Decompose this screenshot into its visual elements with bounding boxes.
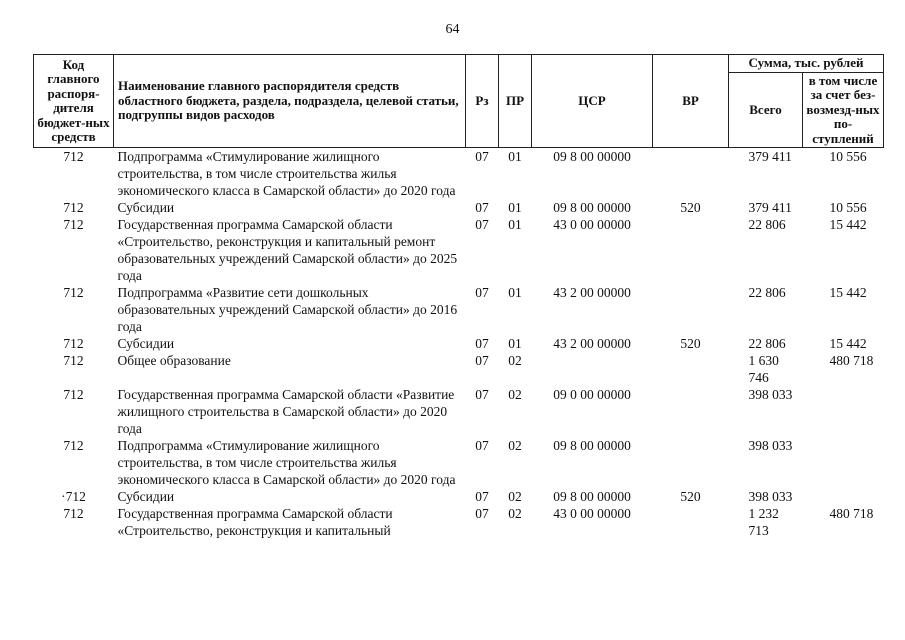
cell-pr: 01: [508, 285, 522, 300]
cell-incl: 15 442: [829, 336, 867, 351]
cell-csr: 09 8 00 00000: [553, 489, 631, 504]
cell-code: ·712: [61, 489, 86, 504]
cell-pr: 01: [508, 336, 522, 351]
cell-total: 22 806: [748, 217, 786, 232]
cell-name: Субсидии: [117, 336, 175, 351]
cell-csr: 09 8 00 00000: [553, 149, 631, 164]
cell-rz: 07: [475, 353, 489, 368]
table-body: [34, 148, 884, 540]
cell-vr: [653, 505, 729, 539]
cell-incl: 480 718: [829, 506, 874, 521]
cell-name: Субсидии: [117, 489, 175, 504]
cell-rz: 07: [475, 149, 489, 164]
header-vr: ВР: [653, 55, 729, 148]
cell-csr: 43 0 00 00000: [553, 217, 631, 232]
cell-vr: [653, 352, 729, 386]
cell-name: Субсидии: [117, 200, 175, 215]
table-row: [34, 488, 884, 505]
cell-code: 712: [63, 217, 84, 232]
table-row: [34, 335, 884, 352]
table-row: [34, 199, 884, 216]
table-row: [34, 284, 884, 335]
table-row: [34, 386, 884, 437]
header-sum: Сумма, тыс. рублей: [729, 55, 884, 73]
table-row: [34, 148, 884, 200]
cell-rz: 07: [475, 387, 489, 402]
cell-rz: 07: [475, 200, 489, 215]
cell-pr: 02: [508, 506, 522, 521]
cell-csr: 43 2 00 00000: [553, 285, 631, 300]
cell-pr: 02: [508, 489, 522, 504]
cell-vr: [653, 284, 729, 335]
cell-vr: 520: [680, 336, 701, 351]
cell-pr: 01: [508, 149, 522, 164]
cell-vr: [653, 437, 729, 488]
cell-incl: 480 718: [829, 353, 874, 368]
cell-total: 398 033: [748, 387, 793, 402]
header-rz: Рз: [466, 55, 499, 148]
cell-vr: [653, 216, 729, 284]
cell-total: 379 411: [748, 200, 792, 215]
cell-pr: 01: [508, 200, 522, 215]
cell-pr: 01: [508, 217, 522, 232]
cell-csr: 09 8 00 00000: [553, 438, 631, 453]
cell-total: 1 630 746: [748, 353, 779, 385]
cell-total: 1 232 713: [748, 506, 779, 538]
cell-total: 398 033: [748, 489, 793, 504]
cell-pr: 02: [508, 438, 522, 453]
cell-rz: 07: [475, 489, 489, 504]
cell-code: 712: [63, 353, 84, 368]
cell-code: 712: [63, 200, 84, 215]
cell-incl: 15 442: [829, 285, 867, 300]
header-code: Код главного распоря-дителя бюджет-ных средств: [34, 55, 114, 148]
cell-csr: 43 2 00 00000: [553, 336, 631, 351]
cell-name: Государственная программа Самарской области «Строительство, реконструкция и капитальный ремонт образовательных учреждений Самарской области» до 2025 года: [117, 217, 458, 283]
cell-name: Государственная программа Самарской области «Строительство, реконструкция и капитальный: [117, 506, 393, 538]
cell-code: 712: [63, 438, 84, 453]
header-name: Наименование главного распорядителя средств областного бюджета, раздела, подраздела, целевой статьи, подгруппы видов расходов: [114, 55, 466, 148]
cell-total: 22 806: [748, 285, 786, 300]
cell-csr: [532, 352, 653, 386]
cell-incl: [803, 437, 884, 488]
header-incl: в том числе за счет без-возмезд-ных по-ступлений: [803, 72, 884, 148]
cell-csr: 43 0 00 00000: [553, 506, 631, 521]
cell-incl: [803, 386, 884, 437]
cell-incl: [803, 488, 884, 505]
cell-total: 379 411: [748, 149, 792, 164]
header-pr: ПР: [499, 55, 532, 148]
cell-incl: 15 442: [829, 217, 867, 232]
cell-name: Подпрограмма «Развитие сети дошкольных образовательных учреждений Самарской области» до 2016 года: [117, 285, 458, 334]
cell-name: Подпрограмма «Стимулирование жилищного строительства, в том числе строительства жилья экономического класса в Самарской области» до 2020 года: [117, 149, 456, 198]
table-row: [34, 216, 884, 284]
cell-incl: 10 556: [829, 149, 867, 164]
cell-vr: 520: [680, 489, 701, 504]
cell-code: 712: [63, 506, 84, 521]
cell-name: Государственная программа Самарской области «Развитие жилищного строительства в Самарской области» до 2020 года: [117, 387, 455, 436]
cell-pr: 02: [508, 353, 522, 368]
cell-code: 712: [63, 149, 84, 164]
cell-incl: 10 556: [829, 200, 867, 215]
cell-pr: 02: [508, 387, 522, 402]
table-row: [34, 352, 884, 386]
cell-name: Общее образование: [117, 353, 231, 368]
cell-vr: 520: [680, 200, 701, 215]
cell-code: 712: [63, 285, 84, 300]
cell-rz: 07: [475, 506, 489, 521]
header-total: Всего: [729, 72, 803, 148]
cell-csr: 09 8 00 00000: [553, 200, 631, 215]
cell-rz: 07: [475, 285, 489, 300]
cell-name: Подпрограмма «Стимулирование жилищного строительства, в том числе строительства жилья экономического класса в Самарской области» до 2020 года: [117, 438, 456, 487]
cell-rz: 07: [475, 336, 489, 351]
table-row: [34, 437, 884, 488]
cell-total: 398 033: [748, 438, 793, 453]
header-csr: ЦСР: [532, 55, 653, 148]
cell-code: 712: [63, 336, 84, 351]
cell-vr: [653, 386, 729, 437]
budget-table: [33, 54, 884, 539]
cell-total: 22 806: [748, 336, 786, 351]
table-row: [34, 505, 884, 539]
cell-rz: 07: [475, 217, 489, 232]
cell-vr: [653, 148, 729, 200]
cell-csr: 09 0 00 00000: [553, 387, 631, 402]
cell-code: 712: [63, 387, 84, 402]
table-header: [34, 55, 884, 148]
page-number: 64: [445, 22, 460, 37]
cell-rz: 07: [475, 438, 489, 453]
